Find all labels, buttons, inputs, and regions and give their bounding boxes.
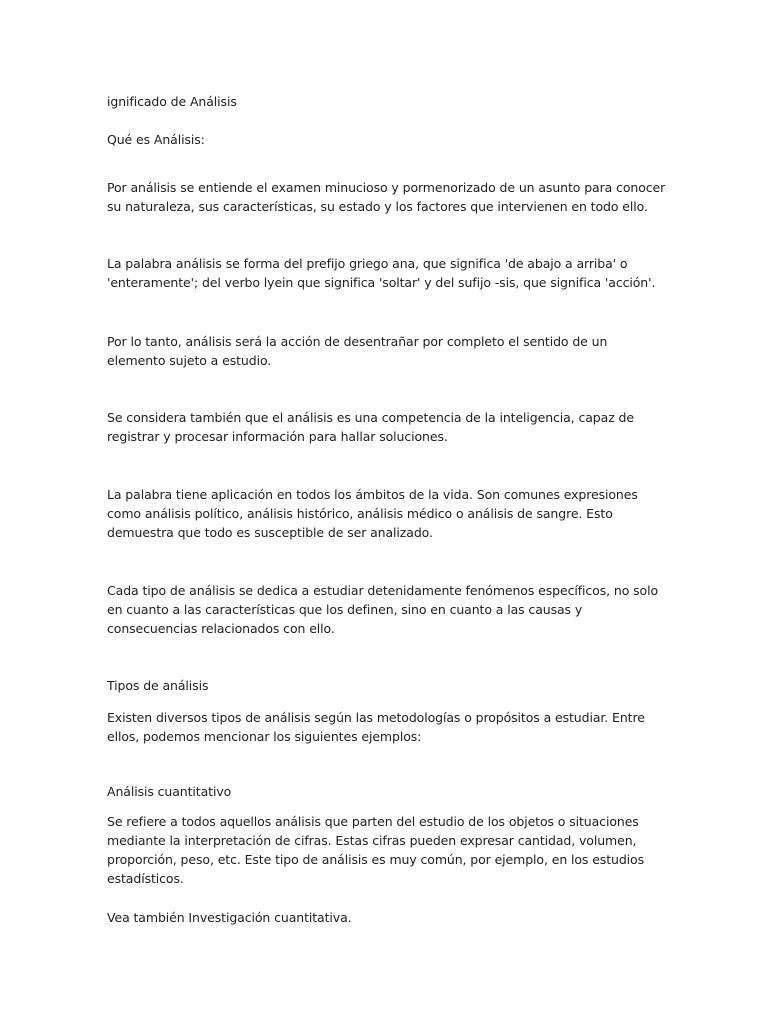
paragraph-etymology: La palabra análisis se forma del prefijo griego ana, que significa 'de abajo a arriba' o 'enteramente'; del verbo lyein que significa 'soltar' y del sufijo -sis, que significa 'acción'. — [107, 256, 656, 290]
paragraph-application: La palabra tiene aplicación en todos los ámbitos de la vida. Son comunes expresiones como análisis político, análisis histórico, análisis médico o análisis de sangre. Esto demuestra que todo es susceptible de ser analizado. — [107, 487, 638, 540]
paragraph-types-study: Cada tipo de análisis se dedica a estudiar detenidamente fenómenos específicos, no solo en cuanto a las características que los definen, sino en cuanto a las causas y consecuencias relacionados con ello. — [107, 583, 658, 636]
paragraph-definition: Por análisis se entiende el examen minucioso y pormenorizado de un asunto para conocer su naturaleza, sus características, su estado y los factores que intervienen en todo ello. — [107, 180, 666, 214]
paragraph-meaning: Por lo tanto, análisis será la acción de desentrañar por completo el sentido de un elemento sujeto a estudio. — [107, 334, 608, 368]
section-heading-tipos: Tipos de análisis — [107, 678, 209, 693]
paragraph-tipos-intro: Existen diversos tipos de análisis según las metodologías o propósitos a estudiar. Entre ellos, podemos mencionar los siguientes ejemplos: — [107, 710, 645, 744]
paragraph-competence: Se considera también que el análisis es una competencia de la inteligencia, capaz de registrar y procesar información para hallar soluciones. — [107, 410, 634, 444]
document-title: ignificado de Análisis — [107, 94, 237, 109]
section-heading-cuantitativo: Análisis cuantitativo — [107, 784, 232, 799]
paragraph-cuantitativo: Se refiere a todos aquellos análisis que parten del estudio de los objetos o situaciones mediante la interpretación de cifras. Estas cifras pueden expresar cantidad, volumen, proporción, peso, etc. Este tipo de análisis es muy común, por ejemplo, en los estudios estadísticos. — [107, 814, 645, 886]
see-also-text: Vea también Investigación cuantitativa. — [107, 910, 352, 925]
document-subtitle: Qué es Análisis: — [107, 132, 205, 147]
